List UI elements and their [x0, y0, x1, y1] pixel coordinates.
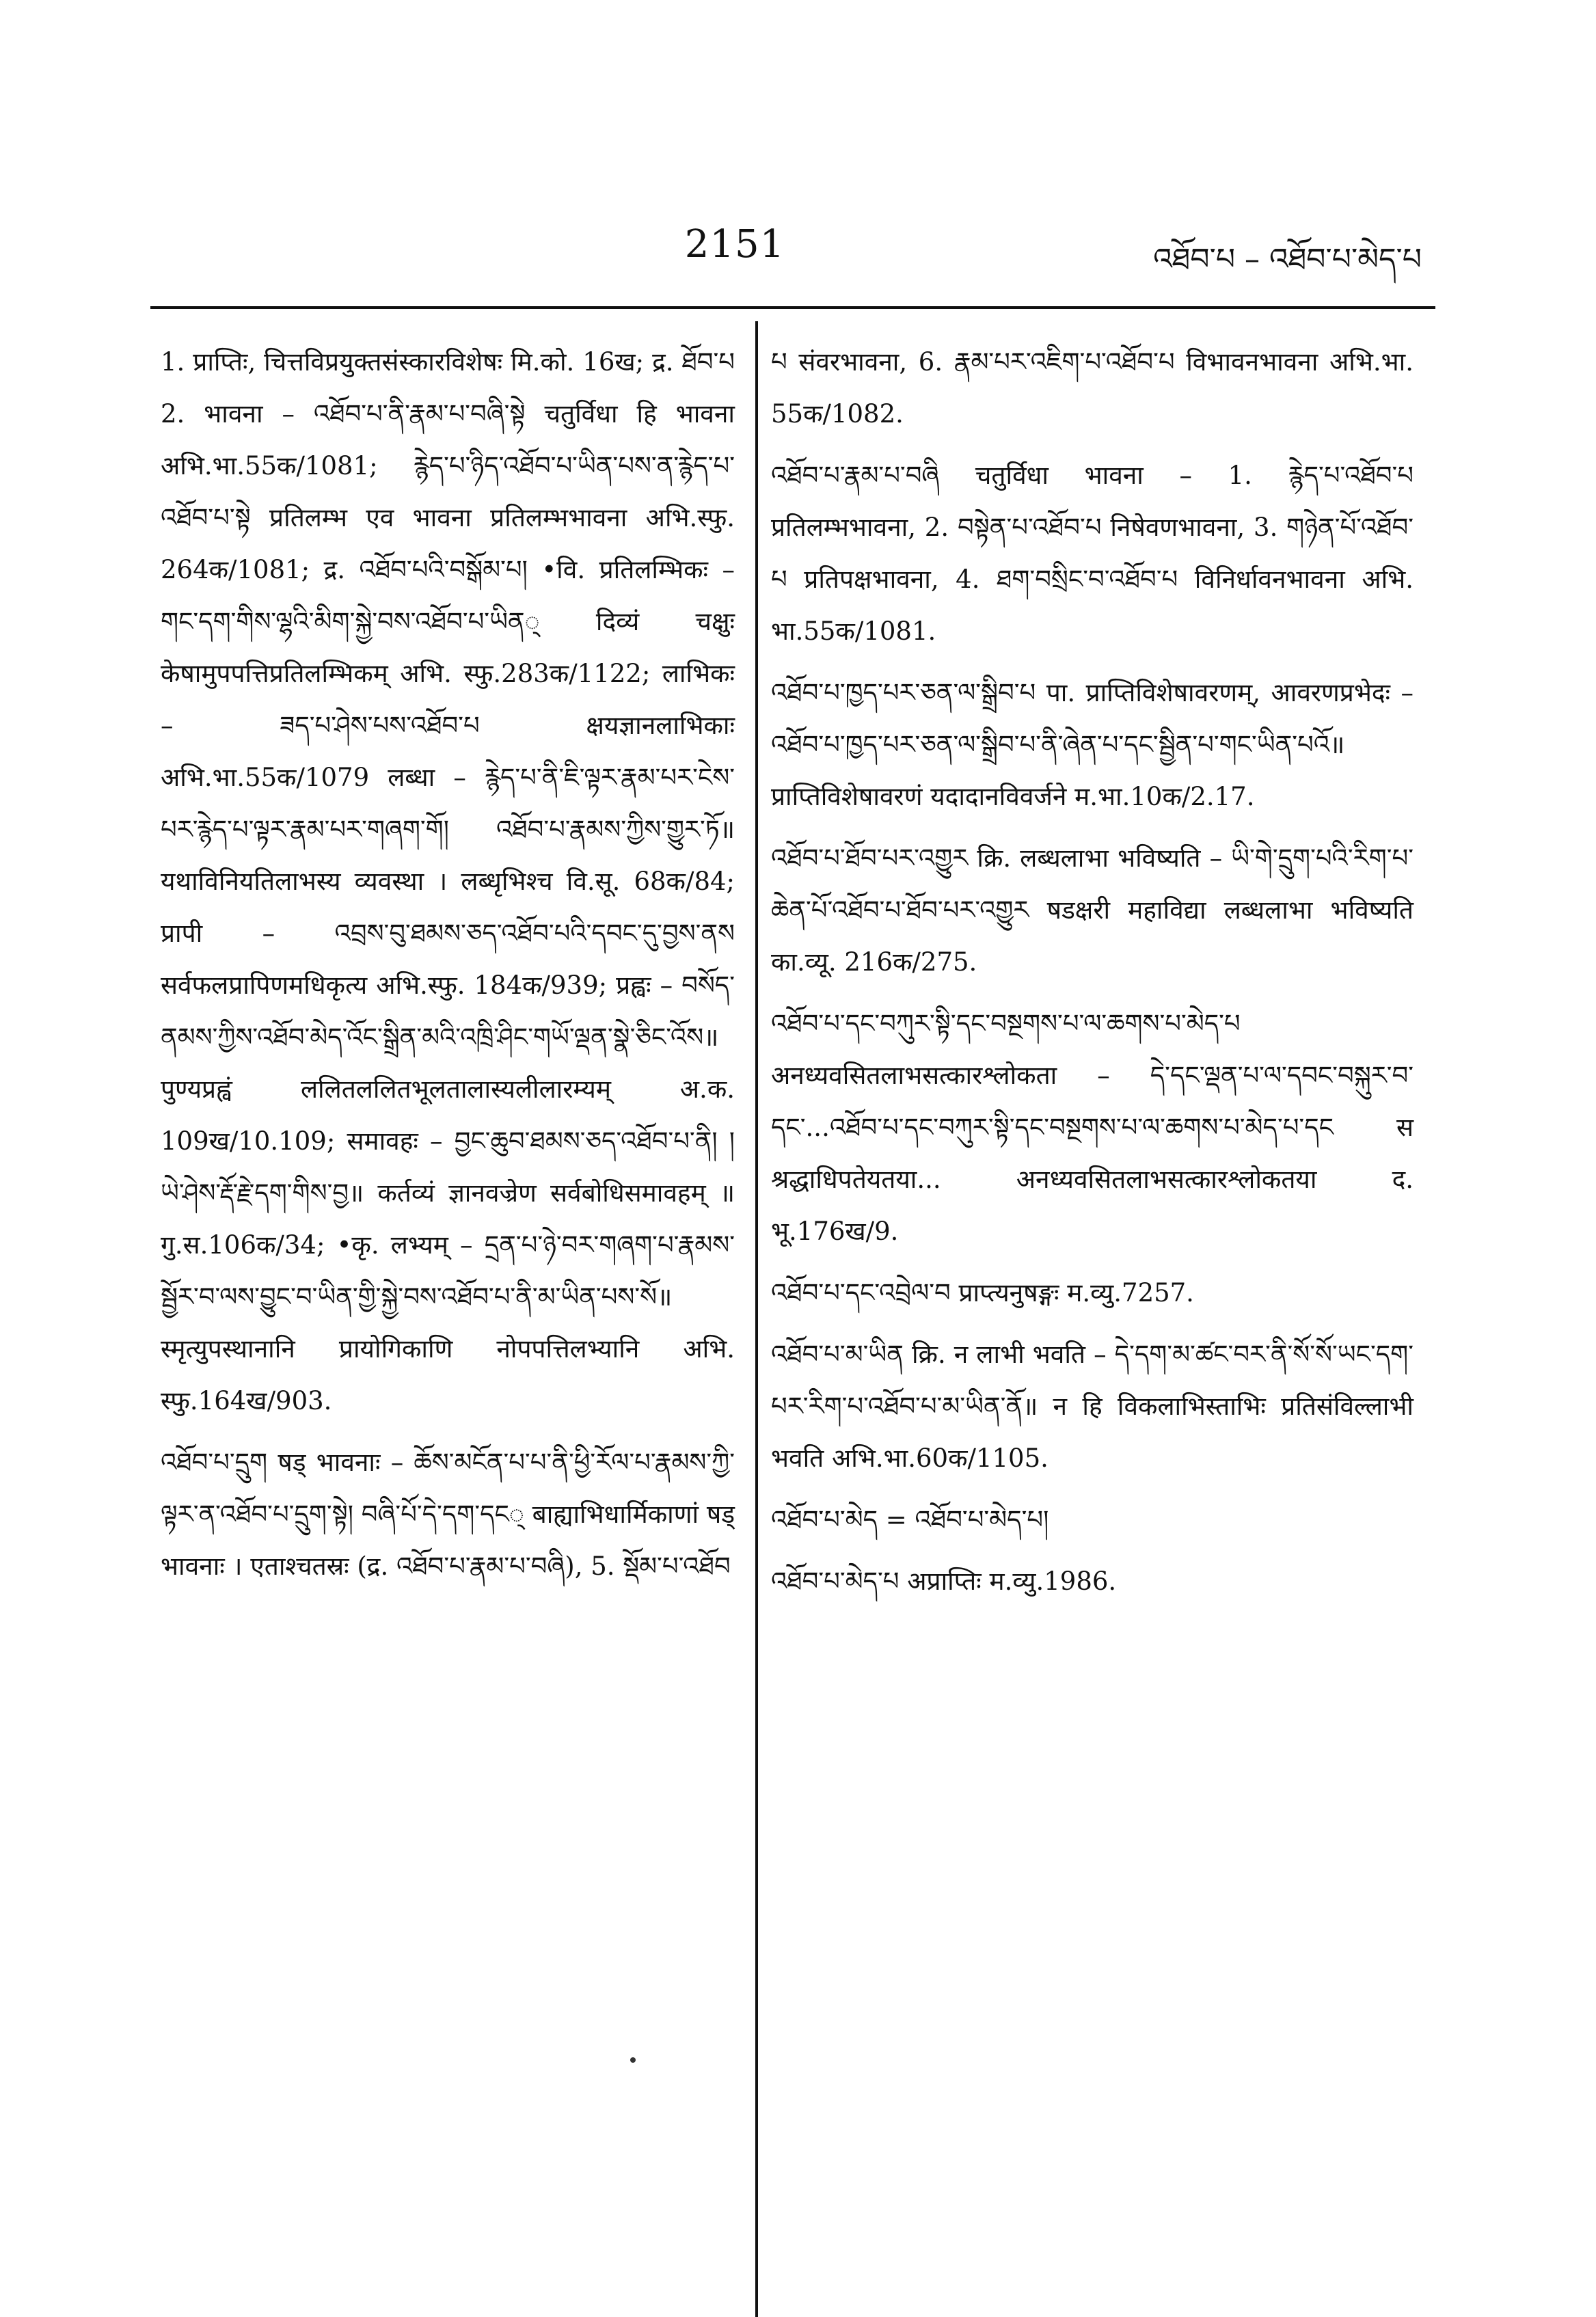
page-number: 2151	[684, 222, 785, 267]
entry-paragraph: འཐོབ་པ་མ་ཡིན क्रि. न लाभी भवति – དེ་དག་མ་ཚང་བར་ནི་སོ་སོ་ཡང་དག་པར་རིག་པ་འཐོབ་པ་མ་ཡིན་ནོ॥ न हि विकलाभिस्ताभिः प्रतिसंविल्लाभी भवति अभि.भा.60क/1105.	[771, 1340, 1414, 1473]
entry-paragraph: འཐོབ་པ་ཐོབ་པར་འགྱུར क्रि. लब्धलाभा भविष्यति – ཡི་གེ་དྲུག་པའི་རིག་པ་ཆེན་པོ་འཐོབ་པ་ཐོབ་པར་འགྱུར षडक्षरी महाविद्या लब्धलाभा भविष्यति का.व्यू. 216क/275.	[771, 843, 1414, 977]
top-rule	[150, 306, 1435, 309]
entry-paragraph: འཐོབ་པ་དང་བཀུར་སྟི་དང་བསྔགས་པ་ལ་ཆགས་པ་མེད་པ अनध्यवसितलाभसत्कारश्लोकता – དེ་དང་ལྡན་པ་ལ་དབང་བསྐུར་བ་དང་...འཐོབ་པ་དང་བཀུར་སྟི་དང་བསྔགས་པ་ལ་ཆགས་པ་མེད་པ་དང स श्रद्धाधिपतेयतया... अनध्यवसितलाभसत्कारश्लोकतया द. भू.176ख/9.	[771, 1009, 1414, 1246]
entry-paragraph: འཐོབ་པ་ཁྱད་པར་ཅན་ལ་སྒྲིབ་པ पा. प्राप्तिविशेषावरणम्, आवरणप्रभेदः – འཐོབ་པ་ཁྱད་པར་ཅན་ལ་སྒྲིབ་པ་ནི་ཞེན་པ་དང་སྦྱིན་པ་གང་ཡིན་པའོ॥ प्राप्तिविशेषावरणं यदादानविवर्जने म.भा.10क/2.17.	[771, 678, 1414, 811]
entry-paragraph: འཐོབ་པ་མེད = འཐོབ་པ་མེད་པ།	[771, 1505, 1049, 1534]
entry-paragraph: འཐོབ་པ་རྣམ་པ་བཞི चतुर्विधा भावना – 1. རྙེད་པ་འཐོབ་པ प्रतिलम्भभावना, 2. བསྟེན་པ་འཐོབ་པ निषेवणभावना, 3. གཉེན་པོ་འཐོབ་པ प्रतिपक्षभावना, 4. ཐག་བསྲིང་བ་འཐོབ་པ विनिर्धावनभावना अभि. भा.55क/1081.	[771, 461, 1414, 646]
running-head: འཐོབ་པ – འཐོབ་པ་མེད་པ	[1153, 242, 1422, 277]
entry-paragraph: འཐོབ་པ་མེད་པ अप्राप्तिः म.व्यु.1986.	[771, 1567, 1117, 1596]
stray-dot	[630, 2057, 636, 2063]
entry-paragraph: འཐོབ་པ་དྲུག षड् भावनाः – ཆོས་མངོན་པ་པ་ནི་ཕྱི་རོལ་པ་རྣམས་ཀྱི་ལྟར་ན་འཐོབ་པ་དྲུག་སྟེ། བཞི་པོ་དེ་དག་དང् बाह्याभिधार्मिकाणां षड् भावनाः । एताश्चतस्रः (द्र. འཐོབ་པ་རྣམ་པ་བཞི), 5. སྡོམ་པ་འཐོབ	[161, 1448, 735, 1581]
entry-paragraph: འཐོབ་པ་དང་འབྲེལ་བ प्राप्त्यनुषङ्गः म.व्यु.7257.	[771, 1278, 1194, 1307]
right-column	[771, 336, 1414, 1617]
entry-paragraph: པ संवरभावना, 6. རྣམ་པར་འཇིག་པ་འཐོབ་པ विभावनभावना अभि.भा. 55क/1082.	[771, 347, 1414, 429]
column-divider	[755, 321, 758, 2317]
left-column	[161, 336, 735, 1602]
entry-paragraph: 1. प्राप्तिः, चित्तविप्रयुक्तसंस्कारविशेषः मि.को. 16ख; द्र. ཐོབ་པ 2. भावना – འཐོབ་པ་ནི་རྣམ་པ་བཞི་སྟེ चतुर्विधा हि भावना अभि.भा.55क/1081; རྙེད་པ་ཉིད་འཐོབ་པ་ཡིན་པས་ན་རྙེད་པ་འཐོབ་པ་སྟེ प्रतिलम्भ एव भावना प्रतिलम्भभावना अभि.स्फु. 264क/1081; द्र. འཐོབ་པའི་བསྒོམ་པ། •वि. प्रतिलम्भिकः – གང་དག་གིས་ལྷའི་མིག་སྐྱེ་བས་འཐོབ་པ་ཡིན् दिव्यं चक्षुः केषामुपपत्तिप्रतिलम्भिकम् अभि. स्फु.283क/1122; लाभिकः – ཟད་པ་ཤེས་པས་འཐོབ་པ क्षयज्ञानलाभिकाः अभि.भा.55क/1079 लब्धा – རྙེད་པ་ནི་ཇི་ལྟར་རྣམ་པར་ངེས་པར་རྙེད་པ་ལྟར་རྣམ་པར་གཞག་གོ། འཐོབ་པ་རྣམས་ཀྱིས་གྱུར་ཏོ॥ यथाविनियतिलाभस्य व्यवस्था । लब्धृभिश्च वि.सू. 68क/84; प्रापी – འབྲས་བུ་ཐམས་ཅད་འཐོབ་པའི་དབང་དུ་བྱས་ནས सर्वफलप्रापिणमधिकृत्य अभि.स्फु. 184क/939; प्रह्वः – བསོད་ནམས་ཀྱིས་འཐོབ་མེད་འོང་སྒྲིན་མའི་འཁྲི་ཤིང་གཡོ་ལྡན་སྣེ་ཅིང་འོས॥ पुण्यप्रह्वं ललितललितभूलतालास्यलीलारम्यम् अ.क. 109ख/10.109; समावहः – བྱང་ཆུབ་ཐམས་ཅད་འཐོབ་པ་ནི། །ཡེ་ཤེས་རྡོ་རྗེ་དག་གིས་བྱ॥ कर्तव्यं ज्ञानवज्रेण सर्वबोधिसमावहम् ॥ गु.स.106क/34; •कृ. लभ्यम् – དྲན་པ་ཉེ་བར་གཞག་པ་རྣམས་སྦྱོར་བ་ལས་བྱུང་བ་ཡིན་གྱི་སྐྱེ་བས་འཐོབ་པ་ནི་མ་ཡིན་པས་སོ॥ स्मृत्युपस्थानानि प्रायोगिकाणि नोपपत्तिलभ्यानि अभि. स्फु.164ख/903.	[161, 347, 735, 1415]
